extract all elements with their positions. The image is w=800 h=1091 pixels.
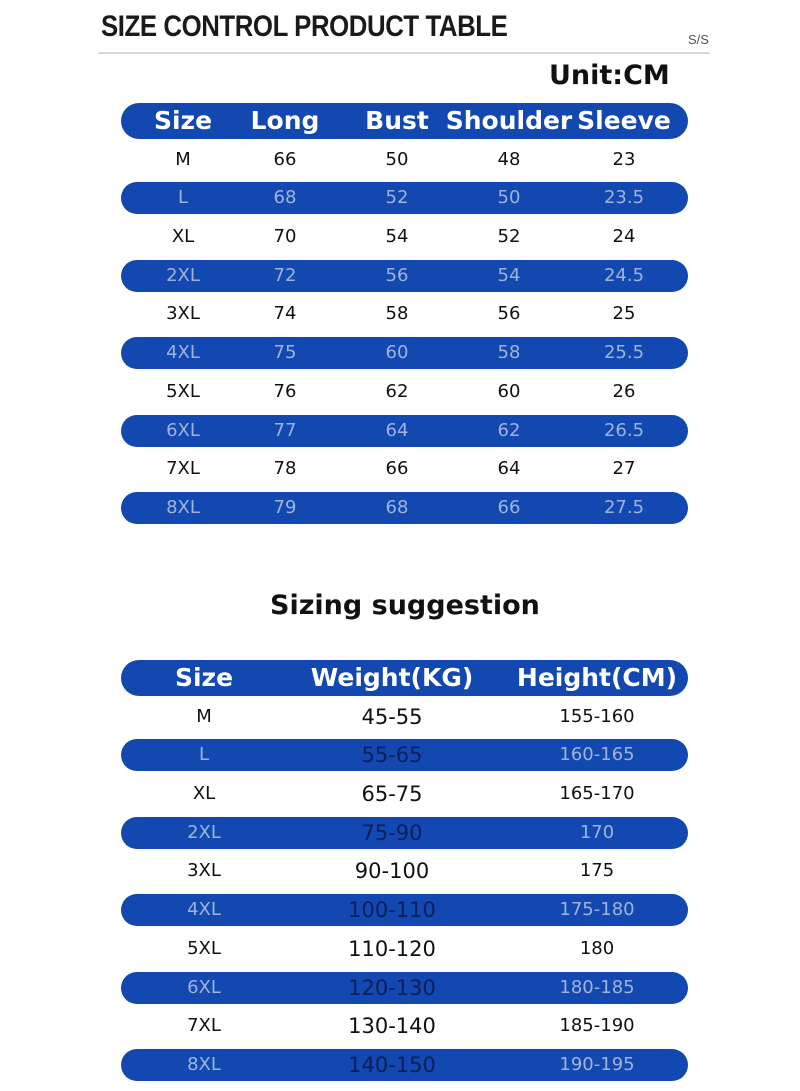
table-cell: 62 xyxy=(497,419,521,441)
table-row xyxy=(121,814,688,853)
table-row xyxy=(121,698,688,737)
column-header: Long xyxy=(250,106,320,135)
table-row xyxy=(121,852,688,891)
table-cell: 52 xyxy=(497,226,521,248)
sizing-suggestion-table xyxy=(121,659,688,1085)
table-cell: 7XL xyxy=(166,458,200,480)
table-cell: 64 xyxy=(385,419,409,441)
table-cell: 180 xyxy=(579,937,615,959)
table-row xyxy=(121,141,688,180)
table-cell: 68 xyxy=(273,187,297,209)
season-tag: S/S xyxy=(688,32,709,47)
table-cell: 130-140 xyxy=(348,1014,436,1039)
table-cell: 180-185 xyxy=(559,976,635,998)
table-cell: 76 xyxy=(273,380,297,402)
table-cell: 185-190 xyxy=(559,1015,635,1037)
table-cell: 77 xyxy=(273,419,297,441)
column-header: Height(CM) xyxy=(516,663,678,692)
table-cell: 165-170 xyxy=(559,783,635,805)
table-cell: 66 xyxy=(273,148,297,170)
table-cell: 50 xyxy=(497,187,521,209)
table-cell: 78 xyxy=(273,458,297,480)
table-cell: 64 xyxy=(497,458,521,480)
table-row xyxy=(121,489,688,528)
table-cell: 60 xyxy=(385,342,409,364)
table-cell: XL xyxy=(171,226,195,248)
size-table xyxy=(121,102,688,528)
table-cell: 27.5 xyxy=(603,496,645,518)
table-row xyxy=(121,295,688,334)
table-cell: 45-55 xyxy=(361,704,423,729)
table-cell: 56 xyxy=(385,264,409,286)
table-row xyxy=(121,1007,688,1046)
table-cell: 70 xyxy=(273,226,297,248)
table-cell: 25.5 xyxy=(603,342,645,364)
table-cell: 65-75 xyxy=(361,782,423,807)
table-cell: 25 xyxy=(612,303,636,325)
table-cell: 68 xyxy=(385,496,409,518)
table-cell: 2XL xyxy=(187,821,221,843)
table-cell: 56 xyxy=(497,303,521,325)
page-title: SIZE CONTROL PRODUCT TABLE xyxy=(101,10,508,43)
table-cell: M xyxy=(175,148,191,170)
table-cell: L xyxy=(177,187,189,209)
table-row xyxy=(121,257,688,296)
column-header: Bust xyxy=(365,106,429,135)
table-cell: 24.5 xyxy=(603,264,645,286)
table-cell: 50 xyxy=(385,148,409,170)
table-cell: 75 xyxy=(273,342,297,364)
table-cell: 72 xyxy=(273,264,297,286)
table-cell: 58 xyxy=(497,342,521,364)
table-cell: 79 xyxy=(273,496,297,518)
table-row xyxy=(121,930,688,969)
table-cell: 100-110 xyxy=(348,898,436,923)
table-cell: 48 xyxy=(497,148,521,170)
table-row xyxy=(121,775,688,814)
column-header: Sleeve xyxy=(577,106,671,135)
column-header: Shoulder xyxy=(445,106,573,135)
table-cell: 23.5 xyxy=(603,187,645,209)
table-cell: 5XL xyxy=(166,380,200,402)
table-cell: 75-90 xyxy=(361,820,423,845)
table-cell: 6XL xyxy=(187,976,221,998)
table-cell: 8XL xyxy=(187,1053,221,1075)
table-cell: 3XL xyxy=(166,303,200,325)
table-row xyxy=(121,736,688,775)
table-cell: 8XL xyxy=(166,496,200,518)
table-cell: L xyxy=(198,744,210,766)
table-cell: 4XL xyxy=(166,342,200,364)
table-cell: 110-120 xyxy=(348,936,436,961)
table-cell: 190-195 xyxy=(559,1053,635,1075)
table-row xyxy=(121,412,688,451)
table-row xyxy=(121,179,688,218)
table-cell: 52 xyxy=(385,187,409,209)
table-cell: 27 xyxy=(612,458,636,480)
table-cell: 4XL xyxy=(187,899,221,921)
unit-label: Unit:CM xyxy=(549,60,670,91)
table-cell: 140-150 xyxy=(348,1052,436,1077)
table-header-row xyxy=(121,102,688,141)
table-cell: 120-130 xyxy=(348,975,436,1000)
table-row xyxy=(121,450,688,489)
table-cell: M xyxy=(196,705,212,727)
table-row xyxy=(121,969,688,1008)
table-header-row xyxy=(121,659,688,698)
title-divider xyxy=(98,52,710,54)
table-row xyxy=(121,334,688,373)
table-cell: 175-180 xyxy=(559,899,635,921)
table-cell: 170 xyxy=(579,821,615,843)
table-cell: 26 xyxy=(612,380,636,402)
table-row xyxy=(121,1046,688,1085)
table-cell: 62 xyxy=(385,380,409,402)
column-header: Size xyxy=(153,106,213,135)
table-cell: 54 xyxy=(385,226,409,248)
table-row xyxy=(121,218,688,257)
table-cell: 66 xyxy=(385,458,409,480)
table-cell: 7XL xyxy=(187,1015,221,1037)
table-cell: 58 xyxy=(385,303,409,325)
table-cell: 160-165 xyxy=(559,744,635,766)
table-cell: 74 xyxy=(273,303,297,325)
table-cell: 66 xyxy=(497,496,521,518)
table-cell: XL xyxy=(192,783,216,805)
table-cell: 3XL xyxy=(187,860,221,882)
table-cell: 155-160 xyxy=(559,705,635,727)
table-cell: 24 xyxy=(612,226,636,248)
table-cell: 23 xyxy=(612,148,636,170)
table-cell: 175 xyxy=(579,860,615,882)
table-cell: 90-100 xyxy=(354,859,430,884)
table-cell: 26.5 xyxy=(603,419,645,441)
table-row xyxy=(121,891,688,930)
table-row xyxy=(121,373,688,412)
table-cell: 2XL xyxy=(166,264,200,286)
sizing-suggestion-title: Sizing suggestion xyxy=(270,590,540,621)
table-cell: 5XL xyxy=(187,937,221,959)
column-header: Weight(KG) xyxy=(310,663,474,692)
column-header: Size xyxy=(174,663,234,692)
table-cell: 54 xyxy=(497,264,521,286)
table-cell: 60 xyxy=(497,380,521,402)
table-cell: 6XL xyxy=(166,419,200,441)
table-cell: 55-65 xyxy=(361,743,423,768)
